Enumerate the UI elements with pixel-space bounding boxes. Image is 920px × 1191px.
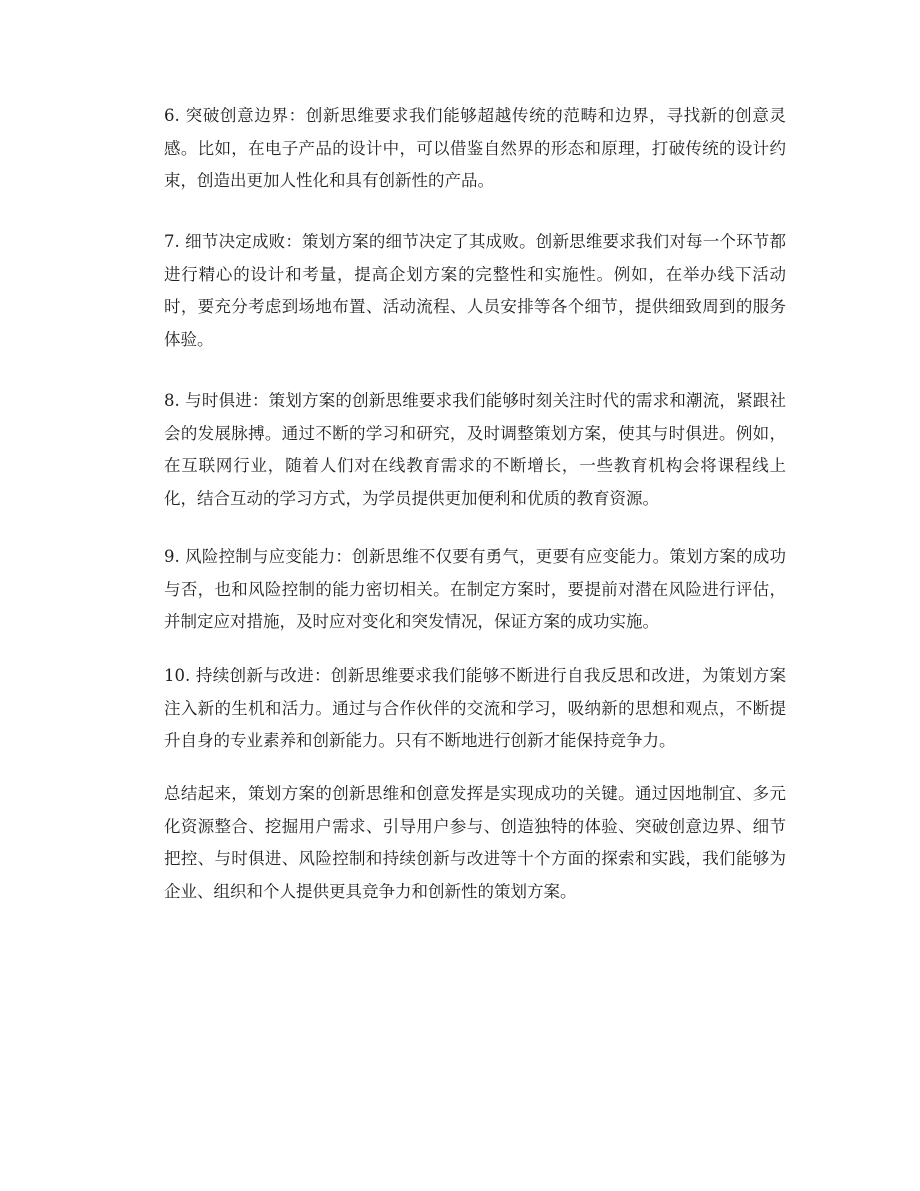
paragraph-item-9: 9. 风险控制与应变能力：创新思维不仅要有勇气，更要有应变能力。策划方案的成功与否，也和风险控制的能力密切相关。在制定方案时，要提前对潜在风险进行评估，并制定应对措施，及时应对变化和突发情况，保证方案的成功实施。 xyxy=(164,547,786,631)
paragraph-item-6: 6. 突破创意边界：创新思维要求我们能够超越传统的范畴和边界，寻找新的创意灵感。比如，在电子产品的设计中，可以借鉴自然界的形态和原理，打破传统的设计约束，创造出更加人性化和具有创新性的产品。 xyxy=(164,106,786,190)
paragraph-item-8: 8. 与时俱进：策划方案的创新思维要求我们能够时刻关注时代的需求和潮流，紧跟社会的发展脉搏。通过不断的学习和研究，及时调整策划方案，使其与时俱进。例如，在互联网行业，随着人们对在线教育需求的不断增长，一些教育机构会将课程线上化，结合互动的学习方式，为学员提供更加便利和优质的教育资源。 xyxy=(164,391,786,508)
summary-paragraph: 总结起来，策划方案的创新思维和创意发挥是实现成功的关键。通过因地制宜、多元化资源整合、挖掘用户需求、引导用户参与、创造独特的体验、突破创意边界、细节把控、与时俱进、风险控制和持续创新与改进等十个方面的探索和实践，我们能够为企业、组织和个人提供更具竞争力和创新性的策划方案。 xyxy=(164,784,786,901)
paragraph-item-7: 7. 细节决定成败：策划方案的细节决定了其成败。创新思维要求我们对每一个环节都进行精心的设计和考量，提高企划方案的完整性和实施性。例如，在举办线下活动时，要充分考虑到场地布置、活动流程、人员安排等各个细节，提供细致周到的服务体验。 xyxy=(164,232,786,349)
paragraph-item-10: 10. 持续创新与改进：创新思维要求我们能够不断进行自我反思和改进，为策划方案注入新的生机和活力。通过与合作伙伴的交流和学习，吸纳新的思想和观点，不断提升自身的专业素养和创新能力。只有不断地进行创新才能保持竞争力。 xyxy=(164,666,786,750)
